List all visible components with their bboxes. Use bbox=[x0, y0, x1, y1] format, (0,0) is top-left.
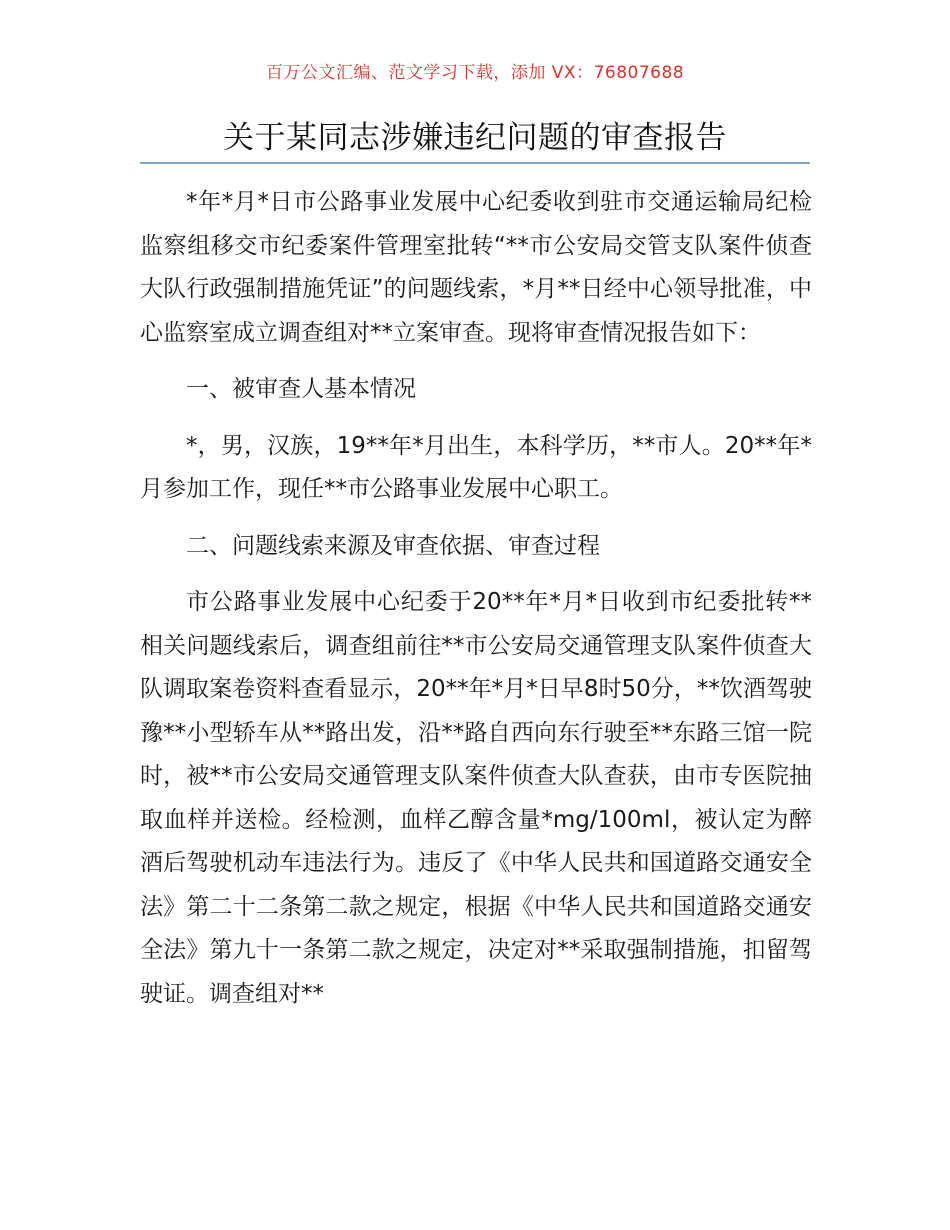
section-heading-clue-source: 二、问题线索来源及审查依据、审查过程 bbox=[186, 532, 600, 559]
document-title: 关于某同志涉嫌违纪问题的审查报告 bbox=[223, 120, 727, 156]
paragraph-clue-source: 市公路事业发展中心纪委于20**年*月*日收到市纪委批转**相关问题线索后，调查组前往**市公安局交通管理支队案件侦查大队调取案卷资料查看显示，20**年*月*日早8时50分，**饮酒驾驶豫**小型轿车从**路出发，沿**路自西向东行驶至**东路三馆一院时，被**市公安局交通管理支队案件侦查大队查获，由市专医院抽取血样并送检。经检测，血样乙醇含量*mg/100ml，被认定为醉酒后驾驶机动车违法行为。违反了《中华人民共和国道路交通安全法》第二十二条第二款之规定，根据《中华人民共和国道路交通安全法》第九十一条第二款之规定，决定对**采取强制措施，扣留驾驶证。调查组对** bbox=[140, 589, 812, 1007]
document-body bbox=[140, 181, 812, 1016]
section-heading-basic-info: 一、被审查人基本情况 bbox=[186, 376, 416, 402]
paragraph-basic-info: *，男，汉族，19**年*月出生，本科学历，**市人。20**年*月参加工作，现任**市公路事业发展中心职工。 bbox=[140, 432, 812, 502]
title-divider bbox=[140, 162, 810, 164]
paragraph-intro: *年*月*日市公路事业发展中心纪委收到驻市交通运输局纪检监察组移交市纪委案件管理室批转“**市公安局交管支队案件侦查大队行政强制措施凭证”的问题线索，*月**日经中心领导批准，中心监察室成立调查组对**立案审查。现将审查情况报告如下： bbox=[140, 189, 812, 346]
header-ad-banner: 百万公文汇编、范文学习下载，添加 VX：76807688 bbox=[265, 63, 685, 83]
